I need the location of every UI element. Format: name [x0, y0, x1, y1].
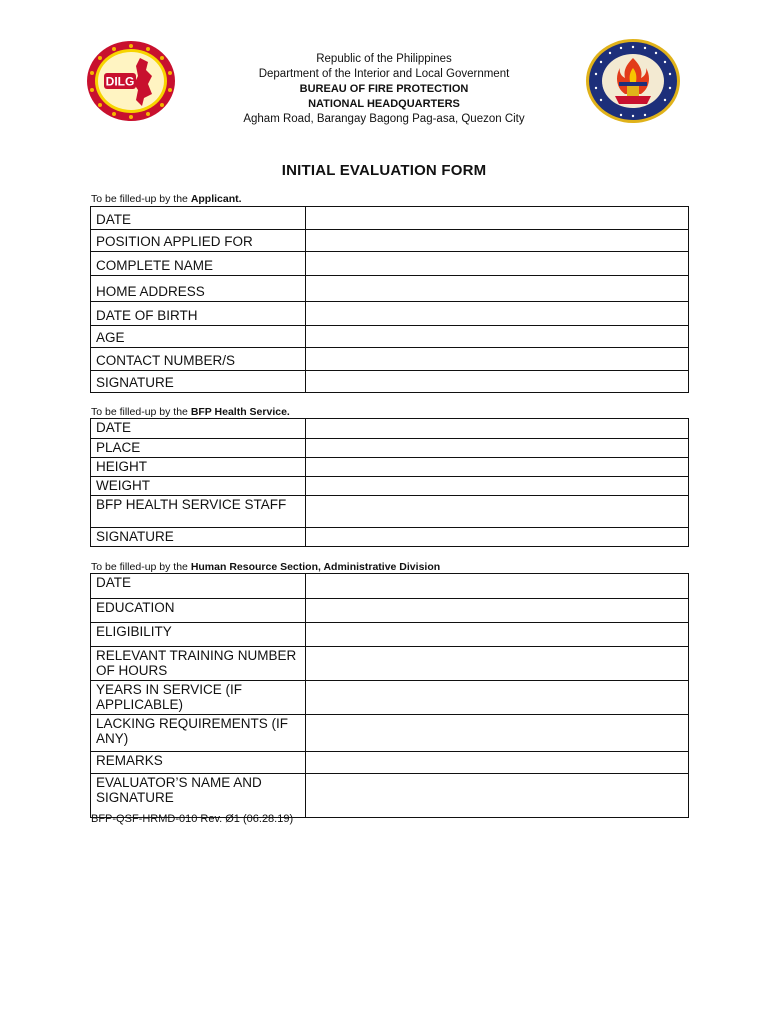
- row-label-date: DATE: [91, 207, 306, 230]
- hr-note-role: Human Resource Section, Administrative Division: [190, 561, 441, 573]
- field-evaluator-name-signature[interactable]: [306, 774, 689, 818]
- field-remarks[interactable]: [306, 752, 689, 774]
- field-home-address[interactable]: [306, 276, 689, 302]
- bfp-seal-logo: [585, 38, 681, 124]
- document-control-code: BFP-QSF-HRMD-010 Rev. Ø1 (06.28.19): [91, 813, 294, 825]
- field-health-date[interactable]: [306, 419, 689, 439]
- table-row: [91, 252, 689, 276]
- row-label-place: PLACE: [91, 439, 306, 458]
- table-row: [91, 681, 689, 715]
- row-label-evaluator-name-signature: EVALUATOR’S NAME AND SIGNATURE: [91, 774, 306, 818]
- table-row: [91, 230, 689, 252]
- field-height[interactable]: [306, 458, 689, 477]
- dilg-logo-text: DILG: [105, 74, 135, 89]
- header-line-republic: Republic of the Philippines: [316, 53, 452, 65]
- field-signature[interactable]: [306, 371, 689, 393]
- field-date[interactable]: [306, 207, 689, 230]
- row-label-complete-name: COMPLETE NAME: [91, 252, 306, 276]
- row-label-home-address: HOME ADDRESS: [91, 276, 306, 302]
- table-row: [91, 599, 689, 623]
- table-row: [91, 496, 689, 528]
- form-title: INITIAL EVALUATION FORM: [281, 162, 487, 179]
- row-label-contact-numbers: CONTACT NUMBER/S: [91, 348, 306, 371]
- row-label-date: DATE: [91, 574, 306, 599]
- header-line-department: Department of the Interior and Local Government: [258, 68, 510, 80]
- table-row: [91, 458, 689, 477]
- table-row: [91, 528, 689, 547]
- table-row: [91, 623, 689, 647]
- table-row: [91, 647, 689, 681]
- applicant-note-prefix: To be filled-up by the: [91, 193, 191, 205]
- table-row: [91, 419, 689, 439]
- table-row: [91, 774, 689, 818]
- field-complete-name[interactable]: [306, 252, 689, 276]
- header-line-headquarters: NATIONAL HEADQUARTERS: [308, 98, 460, 110]
- applicant-table: [90, 206, 689, 393]
- field-place[interactable]: [306, 439, 689, 458]
- table-row: [91, 326, 689, 348]
- field-hr-date[interactable]: [306, 574, 689, 599]
- field-weight[interactable]: [306, 477, 689, 496]
- row-label-signature: SIGNATURE: [91, 371, 306, 393]
- row-label-relevant-training: RELEVANT TRAINING NUMBER OF HOURS: [91, 647, 306, 681]
- field-position-applied-for[interactable]: [306, 230, 689, 252]
- table-row: [91, 207, 689, 230]
- field-years-in-service[interactable]: [306, 681, 689, 715]
- table-row: [91, 439, 689, 458]
- field-health-signature[interactable]: [306, 528, 689, 547]
- field-contact-numbers[interactable]: [306, 348, 689, 371]
- row-label-health-service-staff: BFP HEALTH SERVICE STAFF: [91, 496, 306, 528]
- row-label-age: AGE: [91, 326, 306, 348]
- hr-evaluation-table: [90, 573, 689, 818]
- dilg-seal-logo: [86, 40, 176, 122]
- row-label-date-of-birth: DATE OF BIRTH: [91, 302, 306, 326]
- field-lacking-requirements[interactable]: [306, 715, 689, 752]
- applicant-section-note: [91, 193, 242, 205]
- header-line-bureau: BUREAU OF FIRE PROTECTION: [299, 83, 469, 95]
- hr-section-note: [91, 561, 440, 573]
- row-label-years-in-service: YEARS IN SERVICE (IF APPLICABLE): [91, 681, 306, 715]
- field-health-service-staff[interactable]: [306, 496, 689, 528]
- agency-header: [200, 52, 568, 127]
- row-label-position-applied-for: POSITION APPLIED FOR: [91, 230, 306, 252]
- table-row: [91, 276, 689, 302]
- row-label-eligibility: ELIGIBILITY: [91, 623, 306, 647]
- table-row: [91, 715, 689, 752]
- table-row: [91, 302, 689, 326]
- health-section-note: [91, 406, 290, 418]
- row-label-signature: SIGNATURE: [91, 528, 306, 547]
- field-relevant-training[interactable]: [306, 647, 689, 681]
- row-label-height: HEIGHT: [91, 458, 306, 477]
- row-label-remarks: REMARKS: [91, 752, 306, 774]
- field-date-of-birth[interactable]: [306, 302, 689, 326]
- health-note-prefix: To be filled-up by the: [91, 406, 191, 418]
- field-eligibility[interactable]: [306, 623, 689, 647]
- row-label-weight: WEIGHT: [91, 477, 306, 496]
- row-label-date: DATE: [91, 419, 306, 439]
- header-line-address: Agham Road, Barangay Bagong Pag-asa, Quezon City: [243, 113, 525, 125]
- table-row: [91, 371, 689, 393]
- hr-note-prefix: To be filled-up by the: [91, 561, 191, 573]
- row-label-lacking-requirements: LACKING REQUIREMENTS (IF ANY): [91, 715, 306, 752]
- health-note-role: BFP Health Service.: [190, 406, 290, 418]
- row-label-education: EDUCATION: [91, 599, 306, 623]
- field-education[interactable]: [306, 599, 689, 623]
- field-age[interactable]: [306, 326, 689, 348]
- applicant-note-role: Applicant.: [190, 193, 242, 205]
- health-service-table: [90, 418, 689, 547]
- table-row: [91, 348, 689, 371]
- table-row: [91, 752, 689, 774]
- table-row: [91, 574, 689, 599]
- table-row: [91, 477, 689, 496]
